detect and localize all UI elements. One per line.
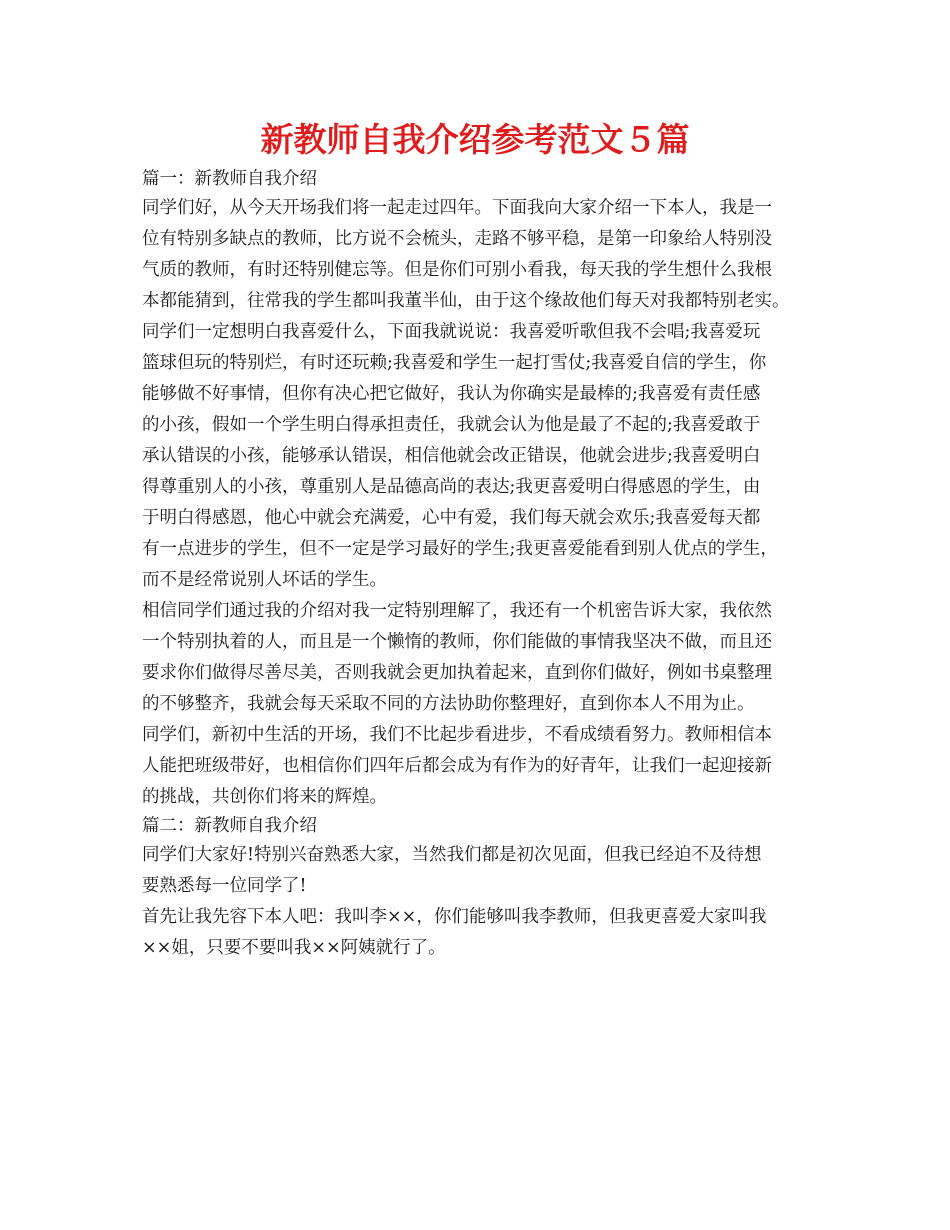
text-line: 一个特别执着的人，而且是一个懒惰的教师，你们能做的事情我坚决不做，而且还: [142, 632, 772, 652]
text-line: 本都能猜到，往常我的学生都叫我董半仙，由于这个缘故他们每天对我都特别老实。: [142, 291, 790, 311]
text-line: 得尊重别人的小孩，尊重别人是品德高尚的表达;我更喜爱明白得感恩的学生，由: [142, 477, 761, 497]
text-line: 人能把班级带好，也相信你们四年后都会成为有作为的好青年，让我们一起迎接新: [142, 756, 772, 776]
text-line: ××姐，只要不要叫我××阿姨就行了。: [142, 938, 446, 958]
text-line: 同学们好，从今天开场我们将一起走过四年。下面我向大家介绍一下本人，我是一: [142, 198, 772, 218]
text-line: 的小孩，假如一个学生明白得承担责任，我就会认为他是最了不起的;我喜爱敢于: [142, 415, 761, 435]
text-line: 的不够整齐，我就会每天采取不同的方法协助你整理好，直到你本人不用为止。: [142, 694, 755, 714]
text-line: 篮球但玩的特别烂，有时还玩赖;我喜爱和学生一起打雪仗;我喜爱自信的学生，你: [142, 353, 767, 373]
text-line: 的挑战，共创你们将来的辉煌。: [142, 787, 387, 807]
text-line: 承认错误的小孩，能够承认错误，相信他就会改正错误，他就会进步;我喜爱明白: [142, 446, 761, 466]
text-line: 位有特别多缺点的教师，比方说不会梳头，走路不够平稳，是第一印象给人特别没: [142, 229, 772, 249]
text-line: 能够做不好事情，但你有决心把它做好，我认为你确实是最棒的;我喜爱有责任感: [142, 384, 761, 404]
text-line: 有一点进步的学生，但不一定是学习最好的学生;我更喜爱能看到别人优点的学生，: [142, 539, 778, 559]
section-heading: 篇二：新教师自我介绍: [142, 816, 317, 836]
text-line: 于明白得感恩，他心中就会充满爱，心中有爱，我们每天就会欢乐;我喜爱每天都: [142, 508, 761, 528]
text-line: 要熟悉每一位同学了!: [142, 876, 307, 896]
text-line: 首先让我先容下本人吧：我叫李××，你们能够叫我李教师，但我更喜爱大家叫我: [142, 907, 767, 927]
text-line: 相信同学们通过我的介绍对我一定特别理解了，我还有一个机密告诉大家，我依然: [142, 601, 772, 621]
text-line: 气质的教师，有时还特别健忘等。但是你们可别小看我，每天我的学生想什么我根: [142, 260, 772, 280]
section-heading: 篇一：新教师自我介绍: [142, 169, 317, 189]
text-line: 要求你们做得尽善尽美，否则我就会更加执着起来，直到你们做好，例如书桌整理: [142, 663, 772, 683]
document-body: [142, 166, 822, 964]
text-line: 而不是经常说别人坏话的学生。: [142, 570, 387, 590]
document-title: 新教师自我介绍参考范文５篇: [260, 120, 690, 159]
text-line: 同学们大家好!特别兴奋熟悉大家，当然我们都是初次见面，但我已经迫不及待想: [142, 845, 762, 865]
text-line: 同学们，新初中生活的开场，我们不比起步看进步，不看成绩看努力。教师相信本: [142, 725, 772, 745]
text-line: 同学们一定想明白我喜爱什么，下面我就说说：我喜爱听歌但我不会唱;我喜爱玩: [142, 322, 761, 342]
